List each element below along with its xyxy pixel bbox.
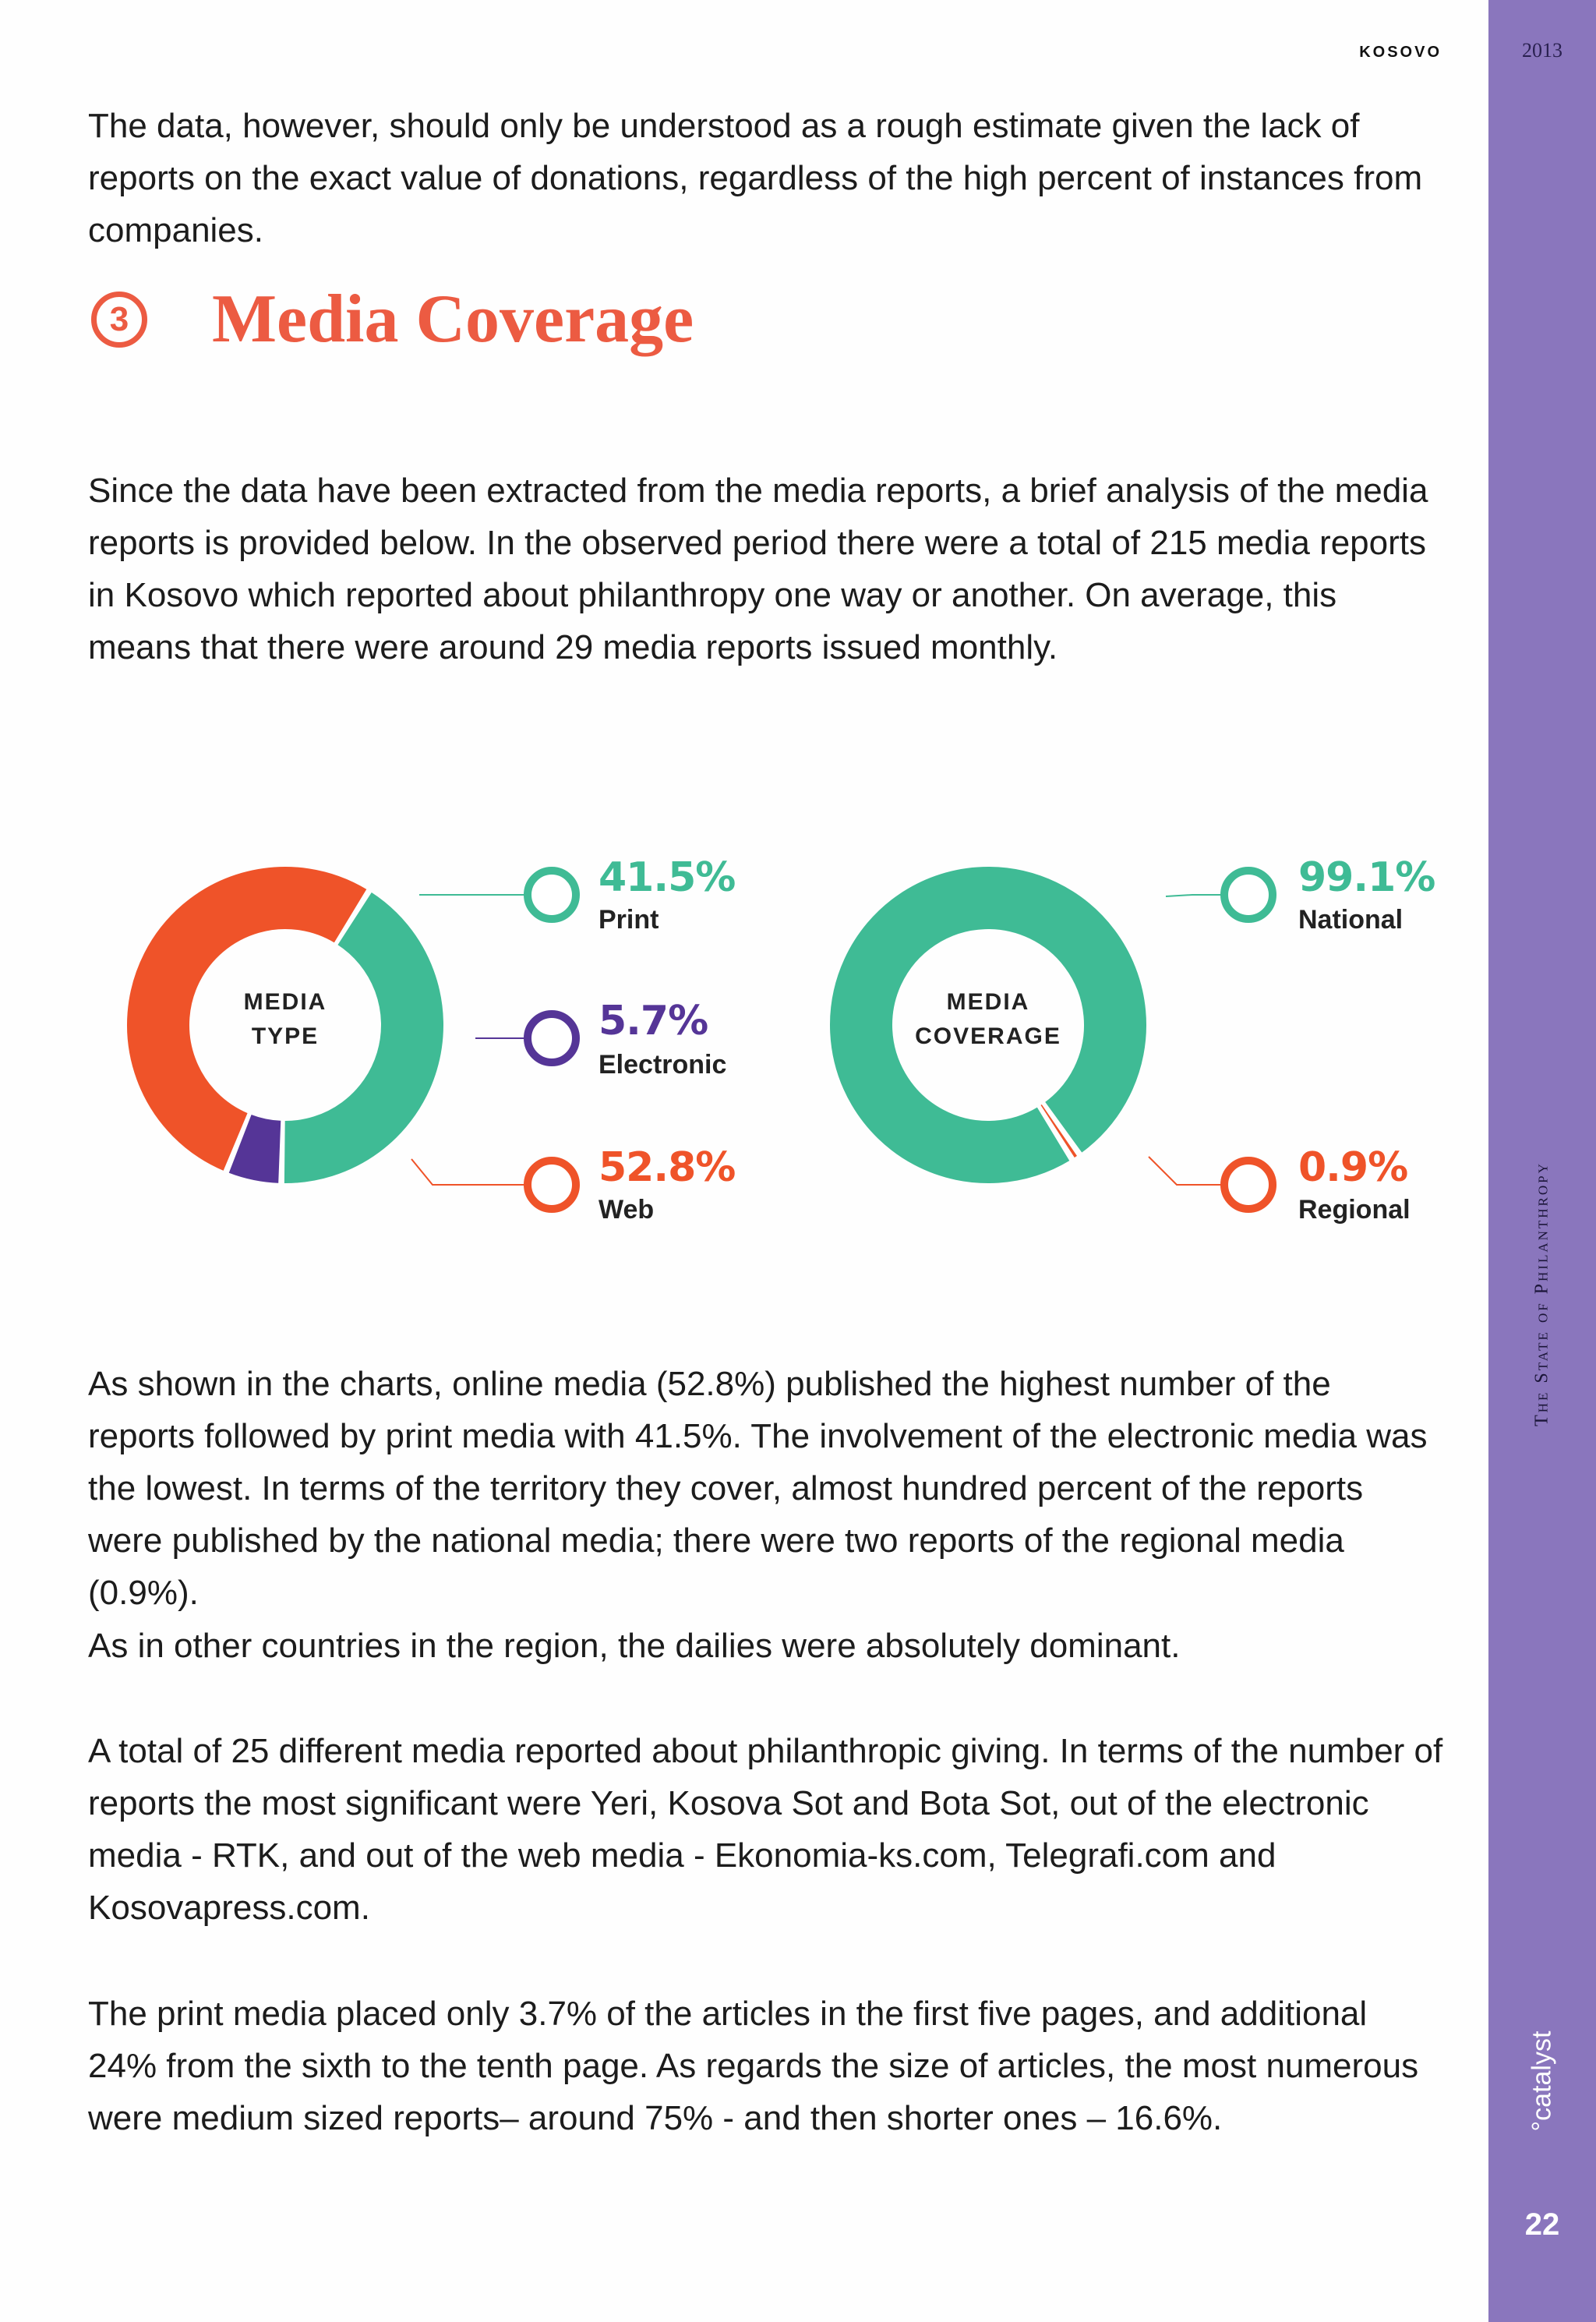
page-number: 22 xyxy=(1524,2207,1560,2242)
paragraph-media-reports: Since the data have been extracted from the media reports, a brief analysis of the media reports is provided below. In the observed period there were a total of 215 media reports in Kosovo which reported about philanthropy one way or another. On average, this means that there were around 29 media reports issued monthly. xyxy=(88,472,1428,666)
center-label-line: MEDIA xyxy=(946,989,1030,1015)
electronic-legend-ring xyxy=(524,1010,580,1066)
section-number-badge: 3 xyxy=(91,292,147,348)
sidebar-year: 2013 xyxy=(1522,39,1562,62)
regional-leader-line xyxy=(1149,1157,1230,1185)
media-type-center-label xyxy=(192,985,379,1054)
center-label-line: COVERAGE xyxy=(915,1023,1061,1049)
electronic-label: Electronic xyxy=(598,1050,727,1080)
print-label: Print xyxy=(598,905,659,935)
media-coverage-center-label xyxy=(895,985,1082,1054)
regional-label: Regional xyxy=(1298,1195,1411,1225)
intro-paragraph: The data, however, should only be understood as a rough estimate given the lack of reports on the exact value of donations, regardless of the high percent of instances from companies. xyxy=(88,107,1423,249)
electronic-value: 5.7% xyxy=(598,998,708,1044)
regional-value: 0.9% xyxy=(1298,1144,1408,1191)
print-value: 41.5% xyxy=(598,854,736,901)
paragraph-dailies: As in other countries in the region, the dailies were absolutely dominant. xyxy=(88,1627,1181,1665)
national-label: National xyxy=(1298,905,1404,935)
web-leader-line xyxy=(411,1159,531,1185)
center-label-line: TYPE xyxy=(251,1023,320,1049)
web-legend-ring xyxy=(524,1157,580,1213)
paragraph-chart-analysis: As shown in the charts, online media (52.8%) published the highest number of the reports followed by print media with 41.5%. The involvement of the electronic media was the lowest. In terms of the territory they cover, almost hundred percent of the reports were published by the national media; there were two reports of the regional media (0.9%). xyxy=(88,1365,1428,1612)
catalyst-logo-text: °catalyst xyxy=(1527,2030,1557,2132)
center-label-line: MEDIA xyxy=(243,989,327,1015)
header-country: KOSOVO xyxy=(1359,44,1442,61)
print-legend-ring xyxy=(524,867,580,923)
national-value: 99.1% xyxy=(1298,854,1435,901)
regional-legend-ring xyxy=(1220,1157,1276,1213)
paragraph-media-outlets: A total of 25 different media reported about philanthropic giving. In terms of the number of reports the most significant were Yeri, Kosova Sot and Bota Sot, out of the electronic media - RTK, and out of the web media - Ekonomia-ks.com, Telegrafi.com and Kosovapress.com. xyxy=(88,1732,1443,1927)
web-value: 52.8% xyxy=(598,1144,736,1191)
sidebar xyxy=(1488,0,1596,2322)
section-title: Media Coverage xyxy=(212,281,694,357)
paragraph-article-placement: The print media placed only 3.7% of the articles in the first five pages, and additional 24% from the sixth to the tenth page. As regards the size of articles, the most numerous were medium sized reports– around 75% - and then shorter ones – 16.6%. xyxy=(88,1995,1419,2137)
national-legend-ring xyxy=(1220,867,1276,923)
sidebar-title: The State of Philanthropy xyxy=(1531,1161,1552,1426)
web-label: Web xyxy=(598,1195,655,1225)
